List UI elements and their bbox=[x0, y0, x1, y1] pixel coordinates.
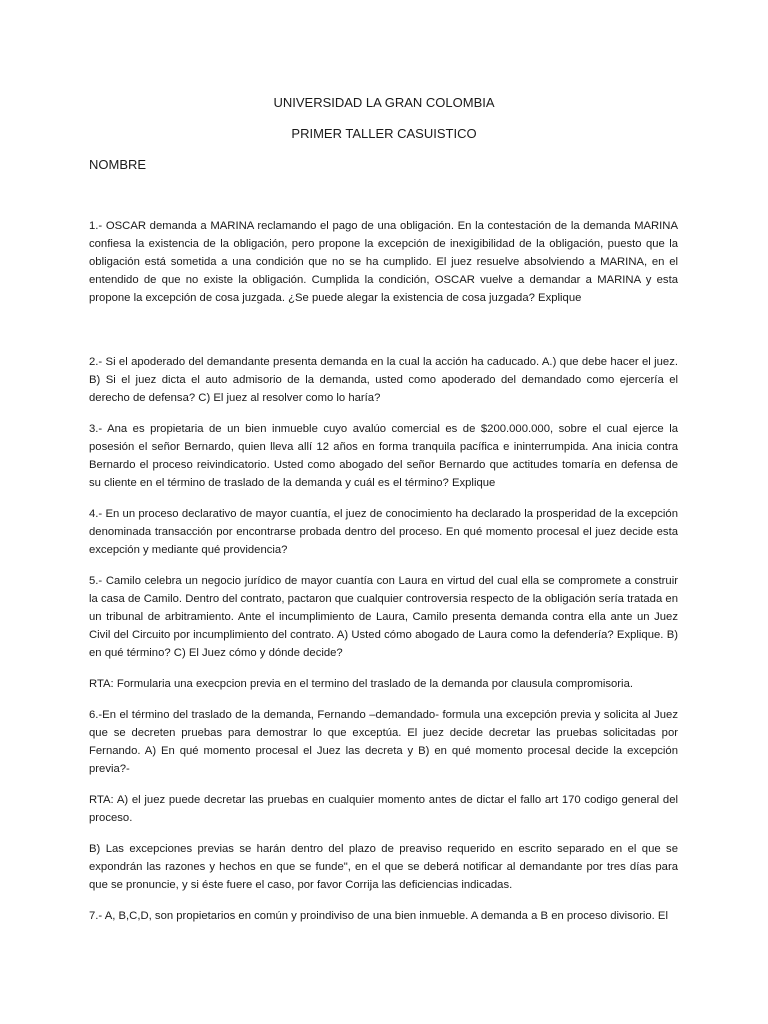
question-4: 4.- En un proceso declarativo de mayor cuantía, el juez de conocimiento ha declarado la prosperidad de la excepción denominada transacción por encontrarse probada dentro del proceso. En qué momento procesal el juez decide esta excepción y mediante qué providencia? bbox=[89, 508, 678, 556]
workshop-title: PRIMER TALLER CASUISTICO bbox=[291, 126, 477, 141]
answer-6b: B) Las excepciones previas se harán dentro del plazo de preaviso requerido en escrito separado en el que se expondrán las razones y hechos en que se funde", en el que se deberá notificar al demandante por tres días para que se pronuncie, y si éste fuere el caso, por favor Corrija las deficiencias indicadas. bbox=[89, 843, 678, 891]
question-1: 1.- OSCAR demanda a MARINA reclamando el pago de una obligación. En la contestación de la demanda MARINA confiesa la existencia de la obligación, pero propone la excepción de inexigibilidad de la obligación, puesto que la obligación está sometida a una condición que no se ha cumplido. El juez resuelve absolviendo a MARINA, en el entendido de que no existe la obligación. Cumplida la condición, OSCAR vuelve a demandar a MARINA y esta propone la excepción de cosa juzgada. ¿Se puede alegar la existencia de cosa juzgada? Explique bbox=[89, 220, 678, 304]
answer-6a: RTA: A) el juez puede decretar las pruebas en cualquier momento antes de dictar el fallo art 170 codigo general del proceso. bbox=[89, 794, 678, 824]
name-label: NOMBRE bbox=[89, 157, 147, 172]
university-title: UNIVERSIDAD LA GRAN COLOMBIA bbox=[273, 95, 495, 110]
document-body bbox=[89, 217, 678, 925]
question-3: 3.- Ana es propietaria de un bien inmueble cuyo avalúo comercial es de $200.000.000, sobre el cual ejerce la posesión el señor Bernardo, quien lleva allí 12 años en forma tranquila pacífica e ininterrumpida. Ana inicia contra Bernardo el proceso reivindicatorio. Usted como abogado del señor Bernardo que actitudes tomaría en defensa de su cliente en el término de traslado de la demanda y cuál es el término? Explique bbox=[89, 423, 678, 489]
question-2: 2.- Si el apoderado del demandante presenta demanda en la cual la acción ha caducado. A.) que debe hacer el juez. B) Si el juez dicta el auto admisorio de la demanda, usted como apoderado del demandado como ejercería el derecho de defensa? C) El juez al resolver como lo haría? bbox=[89, 356, 678, 404]
answer-5: RTA: Formularia una execpcion previa en el termino del traslado de la demanda por clausula compromisoria. bbox=[89, 678, 633, 690]
question-6: 6.-En el término del traslado de la demanda, Fernando –demandado- formula una excepción previa y solicita al Juez que se decreten pruebas para demostrar lo que exceptúa. El juez decide decretar las pruebas solicitadas por Fernando. A) En qué momento procesal el Juez las decreta y B) en qué momento procesal decide la excepción previa?- bbox=[89, 709, 678, 775]
question-7: 7.- A, B,C,D, son propietarios en común y proindiviso de una bien inmueble. A demanda a B en proceso divisorio. El bbox=[89, 910, 668, 922]
question-5: 5.- Camilo celebra un negocio jurídico de mayor cuantía con Laura en virtud del cual ella se compromete a construir la casa de Camilo. Dentro del contrato, pactaron que cualquier controversia respecto de la obligación sería tratada en un tribunal de arbitramiento. Ante el incumplimiento de Laura, Camilo presenta demanda contra ella ante un Juez Civil del Circuito por incumplimiento del contrato. A) Usted cómo abogado de Laura como la defendería? Explique. B) en qué término? C) El Juez cómo y dónde decide? bbox=[89, 575, 678, 659]
